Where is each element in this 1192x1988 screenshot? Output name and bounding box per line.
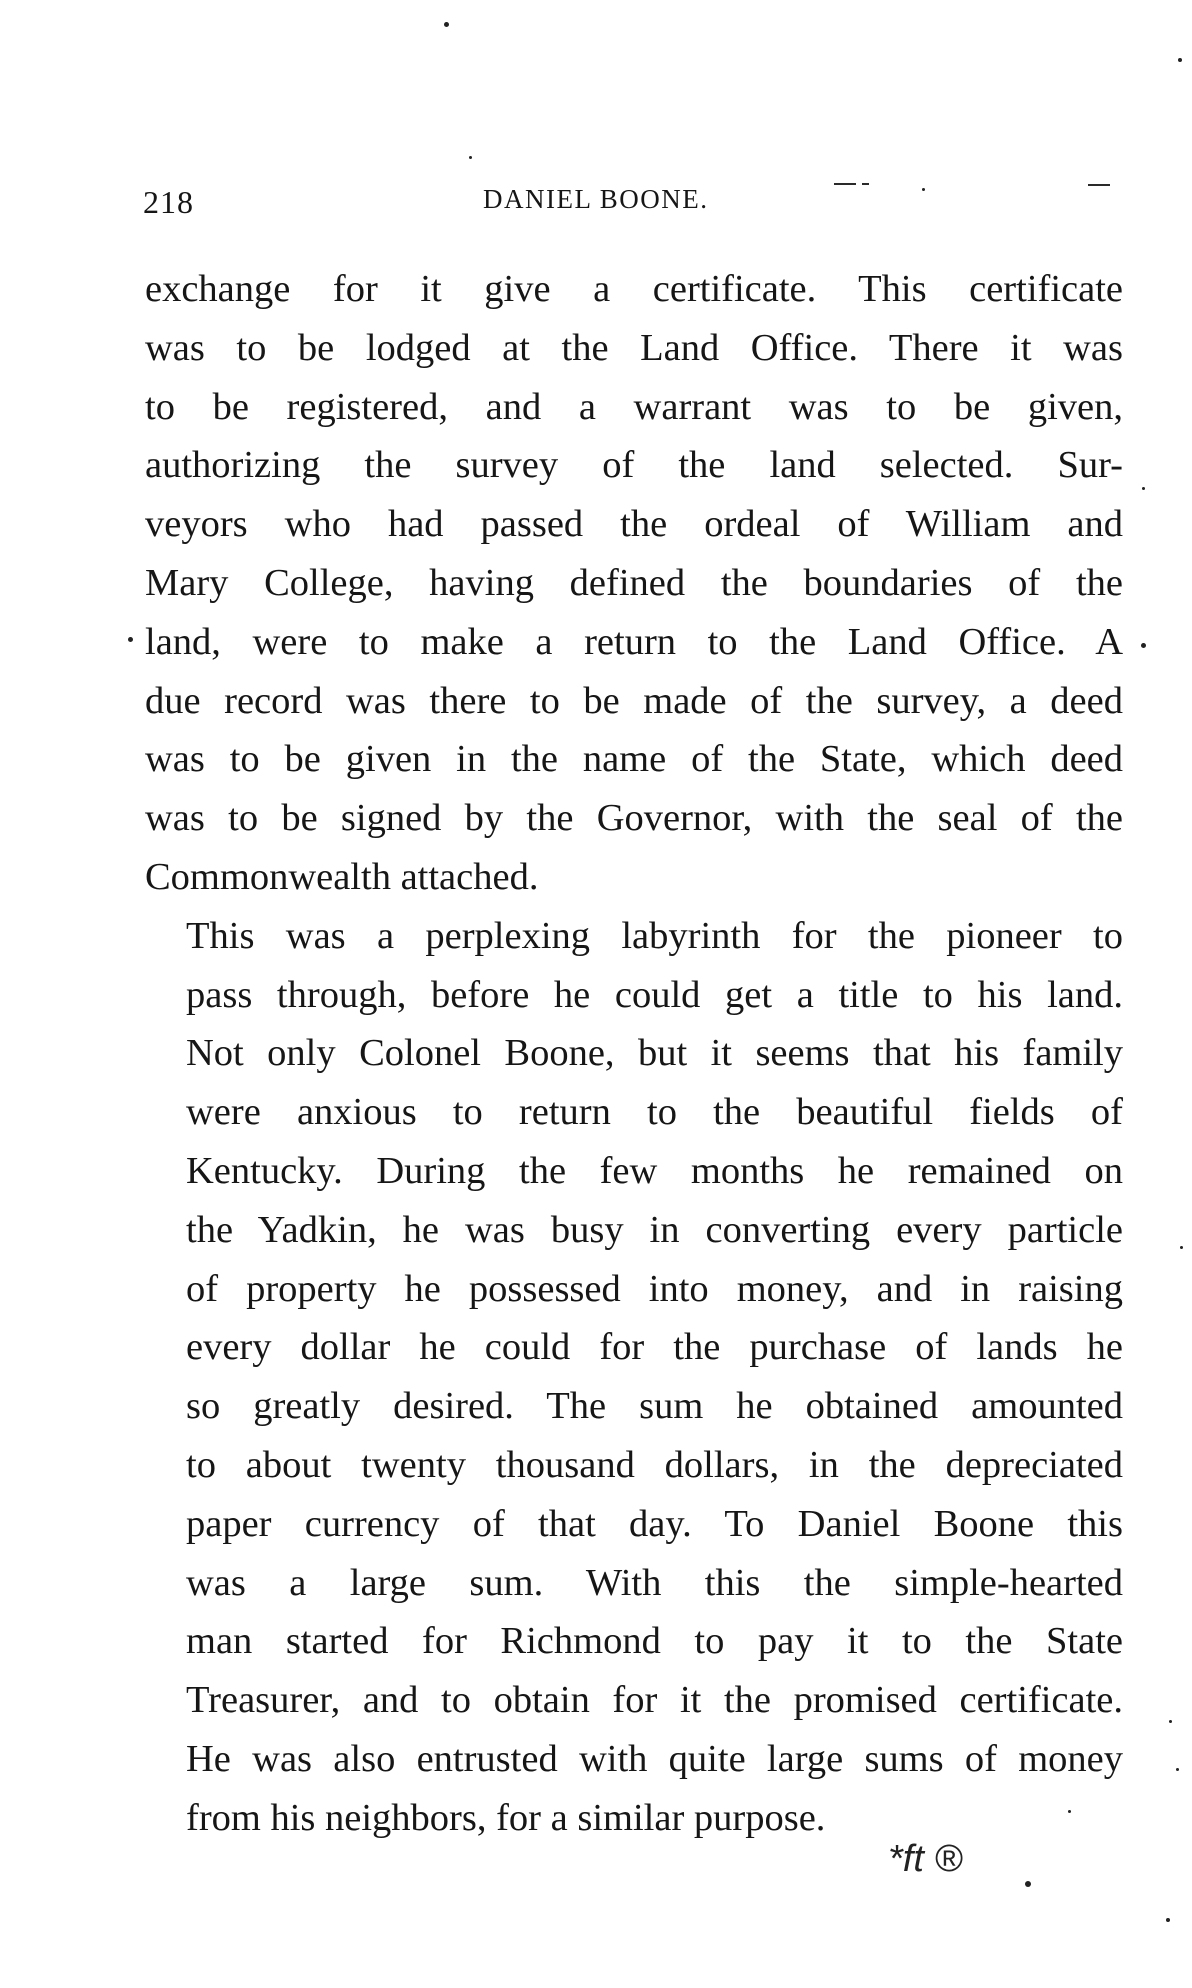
body-text [145, 260, 1123, 1848]
scan-speck [469, 156, 472, 159]
text-line: to be registered, and a warrant was to be given, [145, 385, 1123, 428]
text-line: Kentucky. During the few months he remained on [186, 1149, 1123, 1192]
scan-speck [1142, 487, 1145, 490]
text-line: were anxious to return to the beautiful fields of [186, 1091, 1123, 1134]
scan-speck [128, 637, 133, 642]
scan-speck [1176, 1768, 1179, 1771]
text-line: Not only Colonel Boone, but it seems that his family [186, 1032, 1123, 1075]
page-number: 218 [143, 184, 194, 220]
text-line: every dollar he could for the purchase of lands he [186, 1326, 1123, 1369]
text-line: He was also entrusted with quite large sums of money [186, 1737, 1123, 1780]
text-line: of property he possessed into money, and in raising [186, 1267, 1123, 1310]
text-line: due record was there to be made of the survey, a deed [145, 679, 1123, 722]
text-line: the Yadkin, he was busy in converting every particle [186, 1208, 1123, 1251]
text-line: paper currency of that day. To Daniel Boone this [186, 1502, 1123, 1545]
text-line: was to be lodged at the Land Office. There it was [145, 326, 1123, 369]
text-line: from his neighbors, for a similar purpose. [186, 1796, 826, 1839]
text-line: pass through, before he could get a title to his land. [186, 973, 1123, 1016]
scan-speck [444, 22, 449, 27]
text-line: was to be given in the name of the State, which deed [145, 738, 1123, 781]
page-header [143, 184, 1123, 234]
running-head: DANIEL BOONE. [483, 184, 709, 214]
text-line: was a large sum. With this the simple-hearted [186, 1561, 1123, 1604]
text-line: to about twenty thousand dollars, in the depreciated [186, 1443, 1123, 1486]
text-line: Commonwealth attached. [145, 855, 539, 898]
text-line: authorizing the survey of the land selected. Sur- [145, 444, 1123, 487]
scan-speck [1166, 1918, 1170, 1922]
text-line: man started for Richmond to pay it to the State [186, 1620, 1123, 1663]
paragraph [145, 260, 1123, 907]
paragraph [145, 907, 1123, 1848]
text-line: This was a perplexing labyrinth for the pioneer to [186, 914, 1123, 957]
text-line: exchange for it give a certificate. This certificate [145, 268, 1123, 310]
scan-speck [1025, 1881, 1031, 1887]
scan-speck [1141, 643, 1146, 648]
scan-speck [1178, 58, 1182, 62]
text-line: Mary College, having defined the boundaries of the [145, 561, 1123, 604]
text-line: land, were to make a return to the Land Office. A [145, 620, 1123, 663]
scan-speck [1169, 1720, 1172, 1723]
text-line: Treasurer, and to obtain for it the promised certificate. [186, 1679, 1123, 1722]
library-stamp-mark: *ft ® [888, 1838, 963, 1880]
scan-speck [1180, 1246, 1183, 1249]
text-line: so greatly desired. The sum he obtained amounted [186, 1385, 1123, 1428]
text-line: was to be signed by the Governor, with the seal of the [145, 797, 1123, 840]
text-line: veyors who had passed the ordeal of William and [145, 503, 1123, 546]
